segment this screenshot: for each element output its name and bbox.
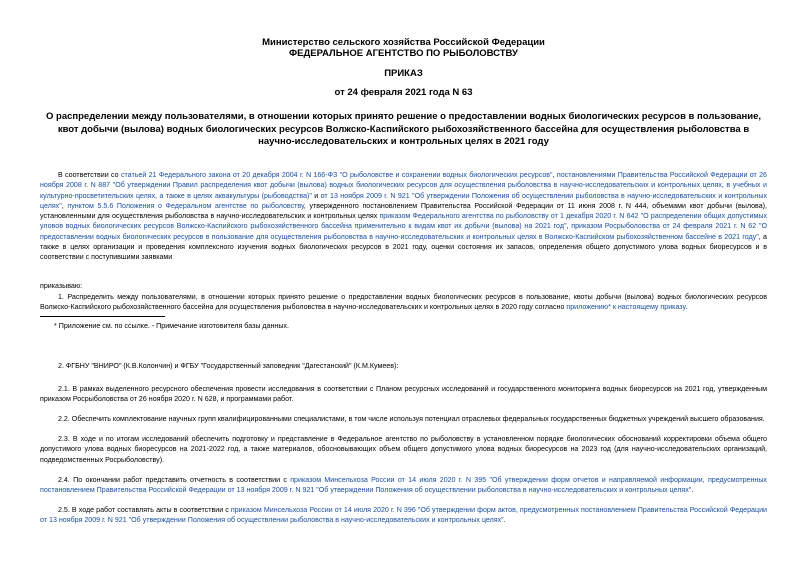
prikazyvayu-label: приказываю: bbox=[40, 282, 83, 290]
item-2-4-text: 2.4. По окончании работ представить отчетность в соответствии с bbox=[58, 476, 291, 484]
document-date-number: от 24 февраля 2021 года N 63 bbox=[334, 87, 473, 98]
preamble-text: , bbox=[566, 222, 572, 231]
item-2-5 bbox=[40, 505, 767, 526]
item-1 bbox=[40, 292, 767, 313]
preamble-text: , а также в целях организации и проведения комплексного изучения водных биологических ресурсов в 2021 году, оценки состояния их запасов, определения общего допустимого улова водных биоресурсов и в соответствии с поступившими заявками bbox=[40, 232, 767, 262]
item-2-4 bbox=[40, 475, 767, 496]
item-2-2: 2.2. Обеспечить комплектование научных групп квалифицированными специалистами, в том числе используя потенциал отраслевых федеральных государственных бюджетных учреждений высшего образования. bbox=[58, 415, 765, 423]
appendix-link[interactable]: приложению* к настоящему приказу bbox=[566, 303, 686, 312]
item-2-4-end: . bbox=[691, 486, 694, 495]
footnote-separator bbox=[40, 316, 165, 317]
preamble-text: , bbox=[61, 201, 68, 210]
document-type: ПРИКАЗ bbox=[384, 68, 423, 79]
order-62-link[interactable]: приказом Росрыболовства от 24 февраля 2021 г. N 62 "О предоставлении водных биологических ресурсов в пользование для осуществления рыболовства в научно-исследовательских и контрольных целях в Волжско-Каспийском рыбохозяйственном бассейне в 2021 году" bbox=[40, 222, 767, 241]
item-2-3: 2.3. В ходе и по итогам исследований обеспечить подготовку и представление в Федеральное агентство по рыболовству в установленном порядке биологических обоснований корректировки объема общего допустимого улова водных биоресурсов на 2021-2022 год, а также материалов, обосновывающих объем общего допустимого улова водных биоресурсов на 2023 год (для научно-исследовательских организаций, подведомственных Росрыболовству). bbox=[40, 435, 767, 464]
law-166-link[interactable]: статьей 21 Федерального закона от 20 декабря 2004 г. N 166-ФЗ "О рыболовстве и сохранении водных биологических ресурсов" bbox=[120, 171, 553, 179]
order-642-link[interactable]: приказом Федерального агентства по рыболовству от 1 декабря 2020 г. N 642 "О распределении общих допустимых уловов водных биологических ресурсов Волжско-Каспийского рыбохозяйственного бассейна применительно к видам квот их добычи (вылова) на 2021 год" bbox=[40, 212, 767, 231]
item-2-5-text: 2.5. В ходе работ составлять акты в соответствии с bbox=[58, 506, 231, 514]
agency-name: ФЕДЕРАЛЬНОЕ АГЕНТСТВО ПО РЫБОЛОВСТВУ bbox=[289, 48, 518, 59]
order-395-link[interactable]: приказом Минсельхоза России от 14 июля 2020 г. N 395 "Об утверждении форм отчетов и направляемой информации, предусмотренных постановлением Правительства Российской Федерации от 13 ноября 2009 г. N 921 "Об утверждении Положения об осуществлении рыболовства в научно-исследовательских и контрольных целях" bbox=[40, 476, 767, 495]
item-2-5-end: . bbox=[503, 516, 506, 525]
resolution-887-link[interactable]: постановлениями Правительства Российской Федерации от 26 ноября 2008 г. N 887 "Об утверждении Правил распределения квот добычи (вылова) водных биологических ресурсов для осуществления рыболовства в научно-исследовательских и контрольных целях, в учебных и культурно-просветительских целях, а также в целях аквакультуры (рыбоводства)" bbox=[40, 171, 767, 200]
order-396-link[interactable]: приказом Минсельхоза России от 14 июля 2020 г. N 396 "Об утверждении форм актов, предусмотренных постановлением Правительства Российской Федерации от 13 ноября 2009 г. N 921 "Об утверждении Положения об осуществлении рыболовства в научно-исследовательских и контрольных целях" bbox=[40, 506, 767, 525]
item-2-1: 2.1. В рамках выделенного ресурсного обеспечения провести исследования в соответствии с Планом ресурсных исследований и государственного мониторинга водных биоресурсов на 2021 год, утвержденным приказом Росрыболовства от 26 ноября 2020 г. N 628, и программами работ. bbox=[40, 385, 767, 404]
document-title: О распределении между пользователями, в отношении которых принято решение о предоставлении водных биологических ресурсов в пользование, квот добычи (вылова) водных биологических ресурсов Волжско-Каспийского рыбохозяйственного бассейна для осуществления рыболовства в научно-исследовательских и контрольных целях в 2021 году bbox=[45, 111, 762, 147]
preamble-paragraph bbox=[40, 170, 767, 263]
item-1-text: 1. Распределить между пользователями, в отношении которых принято решение о предоставлении водных биологических ресурсов в пользование, квоты добычи (вылова) водных биологических ресурсов Волжско-Каспийского рыбохозяйственного бассейна для осуществления рыболовства в научно-исследовательских и контрольных целях в 2020 году согласно bbox=[40, 293, 767, 312]
clause-5-5-6-link[interactable]: пунктом 5.5.6 Положения о Федеральном агентстве по рыболовству bbox=[67, 201, 304, 210]
preamble-text: , bbox=[552, 171, 557, 179]
footnote: * Приложение см. по ссылке. - Примечание изготовителя базы данных. bbox=[54, 322, 289, 330]
preamble-text: и bbox=[311, 191, 321, 200]
item-1-end: . bbox=[685, 303, 688, 312]
ministry-name: Министерство сельского хозяйства Российской Федерации bbox=[262, 37, 545, 48]
preamble-text: , утвержденного постановлением Правительства Российской Федерации от 11 июня 2008 г. N 444, объемами квот добычи (вылова), установленными для осуществления рыболовства в научно-исследовательских и контрольных целях bbox=[40, 201, 767, 221]
resolution-921-link[interactable]: от 13 ноября 2009 г. N 921 "Об утверждении Положения об осуществлении рыболовства в научно-исследовательских и контрольных целях" bbox=[40, 191, 767, 210]
preamble-text: В соответствии со bbox=[58, 171, 121, 179]
item-2: 2. ФГБНУ "ВНИРО" (К.В.Колончин) и ФГБУ "Государственный заповедник "Дагестанский" (К.М.Кумеев): bbox=[58, 362, 399, 370]
